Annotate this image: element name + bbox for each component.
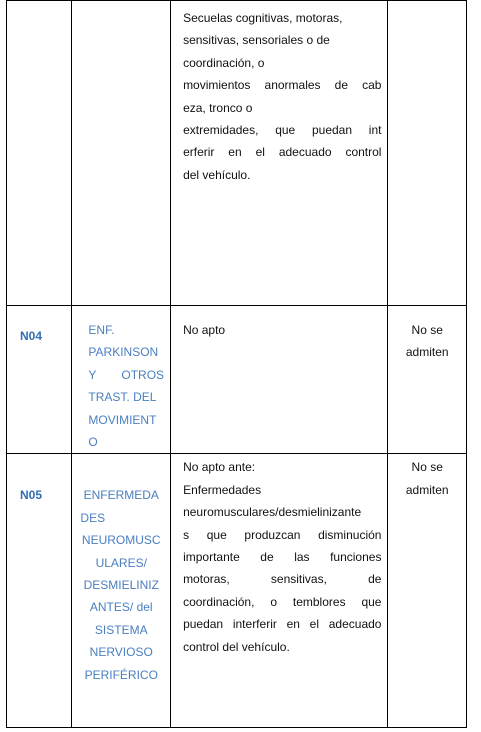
condition-name-line: TRAST. DEL	[88, 390, 157, 405]
criteria-cell	[171, 454, 388, 728]
criteria-line: No apto ante:	[183, 460, 256, 475]
condition-name-line: ENFERMEDA	[83, 488, 159, 503]
admission-cell	[388, 306, 467, 454]
condition-name-line: DES	[80, 510, 106, 525]
condition-name-line: ULARES/	[95, 555, 147, 570]
condition-name-line: PERIFÉRICO	[84, 667, 158, 682]
criteria-line: Enfermedades	[183, 482, 262, 497]
condition-code: N04	[20, 329, 43, 343]
condition-cell	[72, 1, 171, 306]
code-cell	[7, 454, 72, 728]
criteria-cell	[171, 306, 388, 454]
table-row	[7, 1, 467, 306]
criteria-line: puedan interferir en el adecuado	[183, 617, 382, 632]
admission-line: No se	[411, 460, 443, 475]
criteria-cell	[171, 1, 388, 306]
criteria-line: importante de las funciones	[183, 550, 382, 565]
table-row	[7, 306, 467, 454]
admission-cell	[388, 1, 467, 306]
criteria-line: movimientos anormales de cab	[183, 78, 382, 93]
criteria-line: s que produzcan disminución	[183, 527, 382, 542]
admission-line: admiten	[405, 482, 449, 497]
criteria-table	[6, 0, 467, 728]
condition-cell	[72, 454, 171, 728]
criteria-line: eza, tronco o	[183, 100, 253, 115]
admission-cell	[388, 454, 467, 728]
code-cell	[7, 306, 72, 454]
criteria-line: coordinación, o	[183, 55, 265, 70]
criteria-line: No apto	[183, 323, 226, 337]
condition-code: N05	[20, 488, 43, 503]
condition-name-line: ENF.	[88, 323, 115, 337]
criteria-line: extremidades, que puedan int	[183, 123, 382, 138]
condition-name-line: MOVIMIENT	[88, 412, 157, 427]
admission-line: No se	[411, 323, 443, 337]
condition-name-line: ANTES/ del	[89, 600, 153, 615]
condition-cell	[72, 306, 171, 454]
criteria-line: del vehículo.	[183, 167, 251, 182]
criteria-line: motoras, sensitivas, de	[183, 572, 382, 587]
criteria-line: sensitivas, sensoriales o de	[183, 33, 330, 48]
criteria-line: erferir en el adecuado control	[183, 145, 382, 160]
condition-name-line: DESMIELINIZ	[83, 578, 159, 593]
condition-name-line: SISTEMA	[94, 622, 148, 637]
admission-line: admiten	[405, 345, 449, 360]
criteria-line: coordinación, o temblores que	[183, 594, 382, 609]
condition-name-line: PARKINSON	[88, 345, 159, 360]
criteria-line: control del vehículo.	[183, 639, 290, 654]
code-cell	[7, 1, 72, 306]
condition-name-line: NEUROMUSC	[81, 533, 161, 548]
table-row	[7, 454, 467, 728]
criteria-line: neuromusculares/desmielinizante	[183, 505, 362, 520]
condition-name-line: O	[88, 435, 98, 450]
condition-name-line: Y OTROS	[88, 367, 165, 382]
condition-name-line: NERVIOSO	[89, 645, 153, 660]
criteria-line: Secuelas cognitivas, motoras,	[183, 11, 343, 25]
